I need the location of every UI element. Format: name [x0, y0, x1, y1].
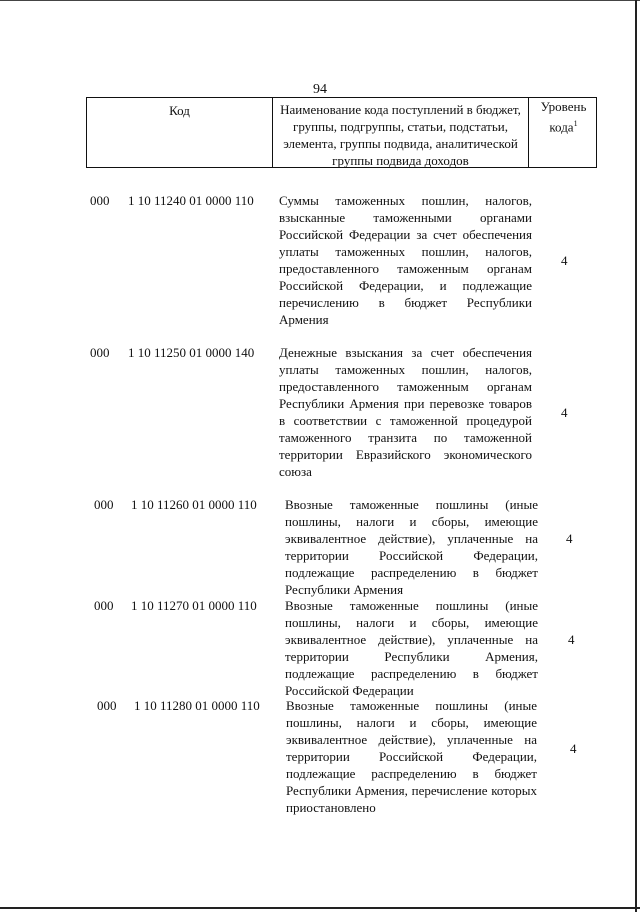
row-code: 1 10 11270 01 0000 110: [131, 598, 257, 613]
row-prefix: 000: [94, 497, 114, 512]
row-description: Суммы таможенных пошлин, налогов, взысканные таможенными органами Российской Федерации за счет обеспечения уплаты таможенных пошлин, налогов, предоставленного таможенным органам Российской Федерации, и подлежащие перечислению в бюджет Республики Армения: [279, 193, 532, 327]
row-prefix: 000: [90, 345, 110, 360]
scan-border-bottom: [0, 907, 640, 909]
row-code: 1 10 11260 01 0000 110: [131, 497, 257, 512]
row-level: 4: [561, 253, 568, 268]
row-prefix: 000: [90, 193, 110, 208]
scan-border-right: [635, 0, 637, 912]
row-level: 4: [566, 531, 573, 546]
row-description: Ввозные таможенные пошлины (иные пошлины, налоги и сборы, имеющие эквивалентное действие), уплаченные на территории Российской Федерации, подлежащие распределению в бюджет Республики Армения, перечисление которых приостановлено: [286, 698, 537, 815]
page-number: 94: [313, 82, 327, 97]
header-code-column: Код: [87, 98, 273, 167]
row-code: 1 10 11280 01 0000 110: [134, 698, 260, 713]
header-level-label: Уровень кода: [540, 99, 587, 135]
row-level: 4: [570, 741, 577, 756]
row-description: Денежные взыскания за счет обеспечения уплаты таможенных пошлин, налогов, предоставленного таможенным органам Республики Армения при перевозке товаров в соответствии с таможенной процедурой таможенного транзита по таможенной территории Евразийского экономического союза: [279, 345, 532, 479]
row-description: Ввозные таможенные пошлины (иные пошлины, налоги и сборы, имеющие эквивалентное действие), уплаченные на территории Республики Армения, подлежащие распределению в бюджет Российской Федерации: [285, 598, 538, 698]
header-level-column: [529, 98, 596, 167]
row-level: 4: [568, 632, 575, 647]
row-code: 1 10 11240 01 0000 110: [128, 193, 254, 208]
header-name-column: Наименование кода поступлений в бюджет, группы, подгруппы, статьи, подстатьи, элемента, группы подвида, аналитической группы подвида доходов: [273, 98, 529, 167]
row-code: 1 10 11250 01 0000 140: [128, 345, 255, 360]
row-prefix: 000: [94, 598, 114, 613]
scan-border-top: [0, 0, 640, 1]
row-description: Ввозные таможенные пошлины (иные пошлины, налоги и сборы, имеющие эквивалентное действие), уплаченные на территории Российской Федерации, подлежащие распределению в бюджет Республики Армения: [285, 497, 538, 597]
row-level: 4: [561, 405, 568, 420]
header-level-footnote: 1: [573, 119, 578, 128]
row-prefix: 000: [97, 698, 117, 713]
table-header: [86, 97, 597, 168]
